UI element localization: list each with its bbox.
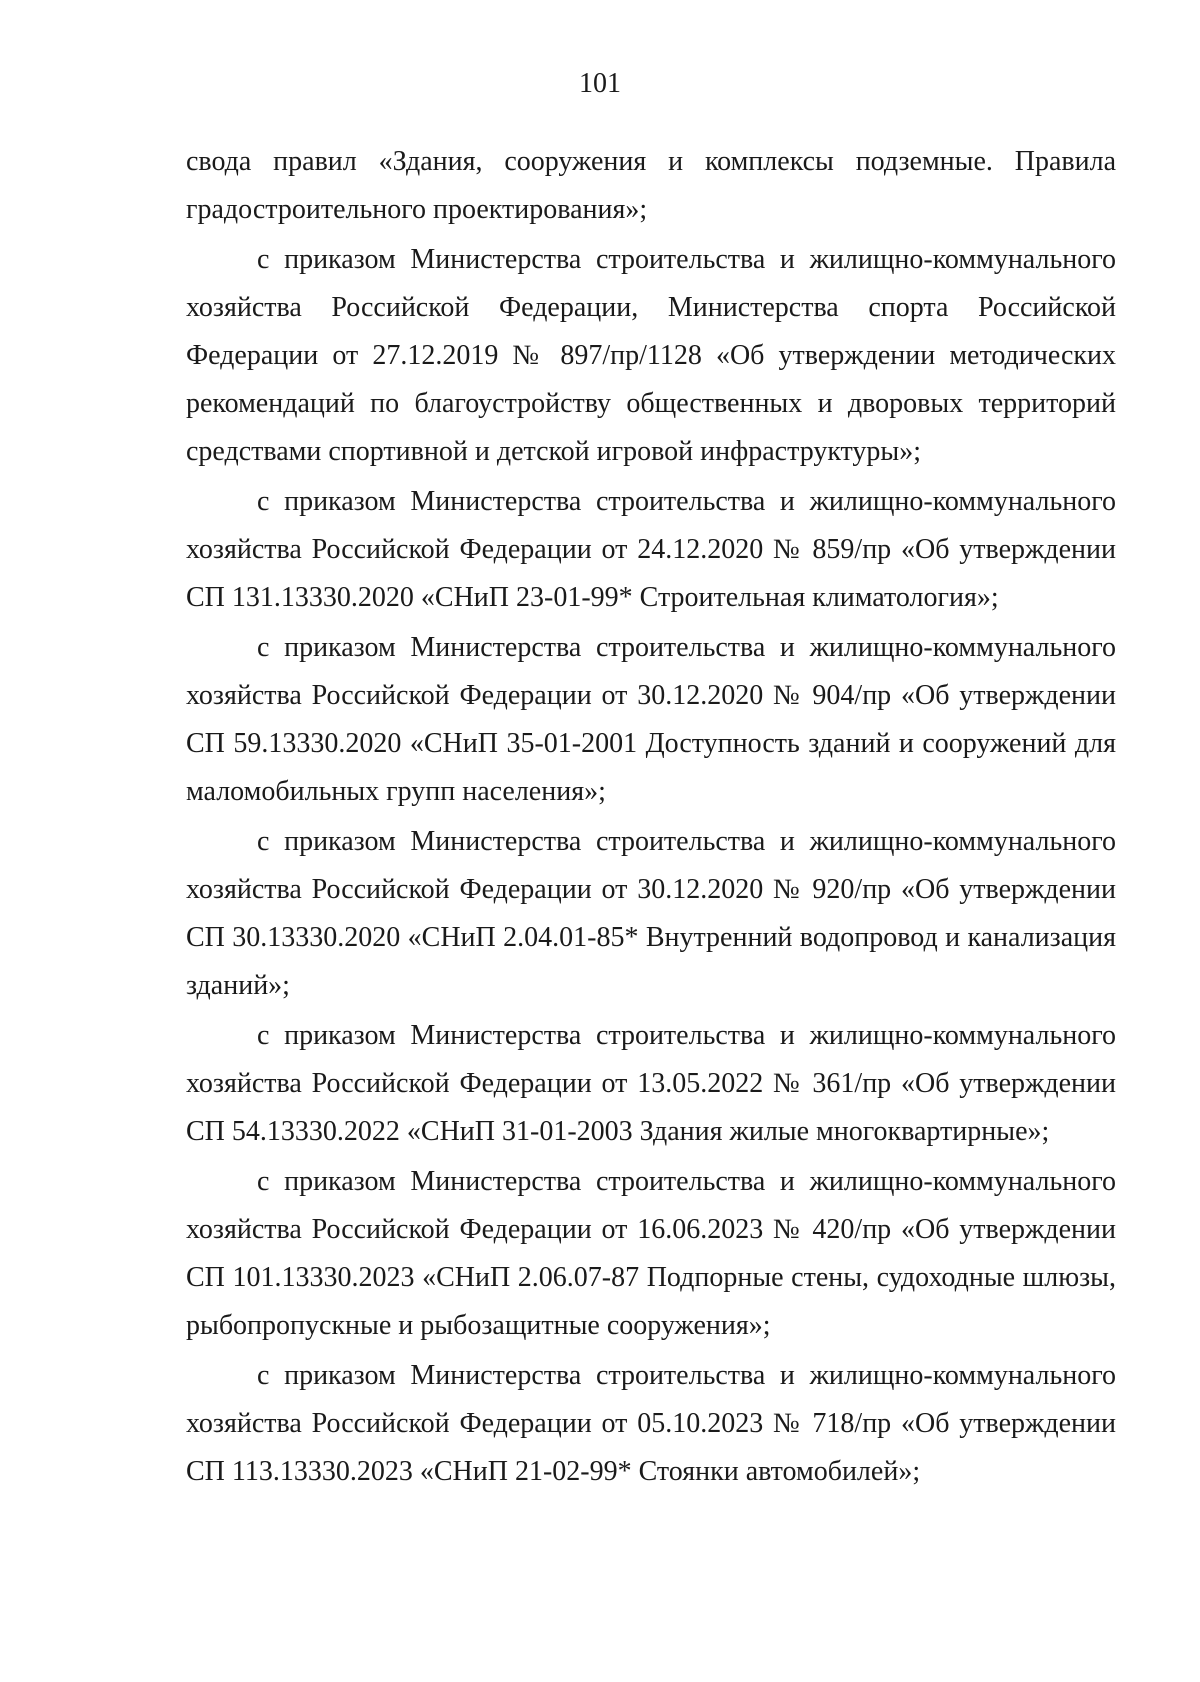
paragraph-order-904: с приказом Министерства строительства и жилищно-коммунального хозяйства Российской Федерации от 30.12.2020 № 904/пр «Об утверждении СП 59.13330.2020 «СНиП 35-01-2001 Доступность зданий и сооружений для маломобильных групп населения»; — [186, 632, 1116, 807]
paragraph-order-718: с приказом Министерства строительства и жилищно-коммунального хозяйства Российской Федерации от 05.10.2023 № 718/пр «Об утверждении СП 113.13330.2023 «СНиП 21-02-99* Стоянки автомобилей»; — [186, 1360, 1116, 1487]
paragraph-order-361: с приказом Министерства строительства и жилищно-коммунального хозяйства Российской Федерации от 13.05.2022 № 361/пр «Об утверждении СП 54.13330.2022 «СНиП 31-01-2003 Здания жилые многоквартирные»; — [186, 1020, 1116, 1147]
paragraph-continuation: свода правил «Здания, сооружения и комплексы подземные. Правила градостроительного проектирования»; — [186, 146, 1116, 225]
page-number: 101 — [579, 68, 621, 99]
paragraph-order-920: с приказом Министерства строительства и жилищно-коммунального хозяйства Российской Федерации от 30.12.2020 № 920/пр «Об утверждении СП 30.13330.2020 «СНиП 2.04.01-85* Внутренний водопровод и канализация зданий»; — [186, 826, 1116, 1001]
document-body — [186, 138, 1116, 1498]
paragraph-order-420: с приказом Министерства строительства и жилищно-коммунального хозяйства Российской Федерации от 16.06.2023 № 420/пр «Об утверждении СП 101.13330.2023 «СНиП 2.06.07-87 Подпорные стены, судоходные шлюзы, рыбопропускные и рыбозащитные сооружения»; — [186, 1166, 1116, 1341]
paragraph-order-897: с приказом Министерства строительства и жилищно-коммунального хозяйства Российской Федерации, Министерства спорта Российской Федерации от 27.12.2019 № 897/пр/1128 «Об утверждении методических рекомендаций по благоустройству общественных и дворовых территорий средствами спортивной и детской игровой инфраструктуры»; — [186, 244, 1116, 467]
paragraph-order-859: с приказом Министерства строительства и жилищно-коммунального хозяйства Российской Федерации от 24.12.2020 № 859/пр «Об утверждении СП 131.13330.2020 «СНиП 23-01-99* Строительная климатология»; — [186, 486, 1116, 613]
